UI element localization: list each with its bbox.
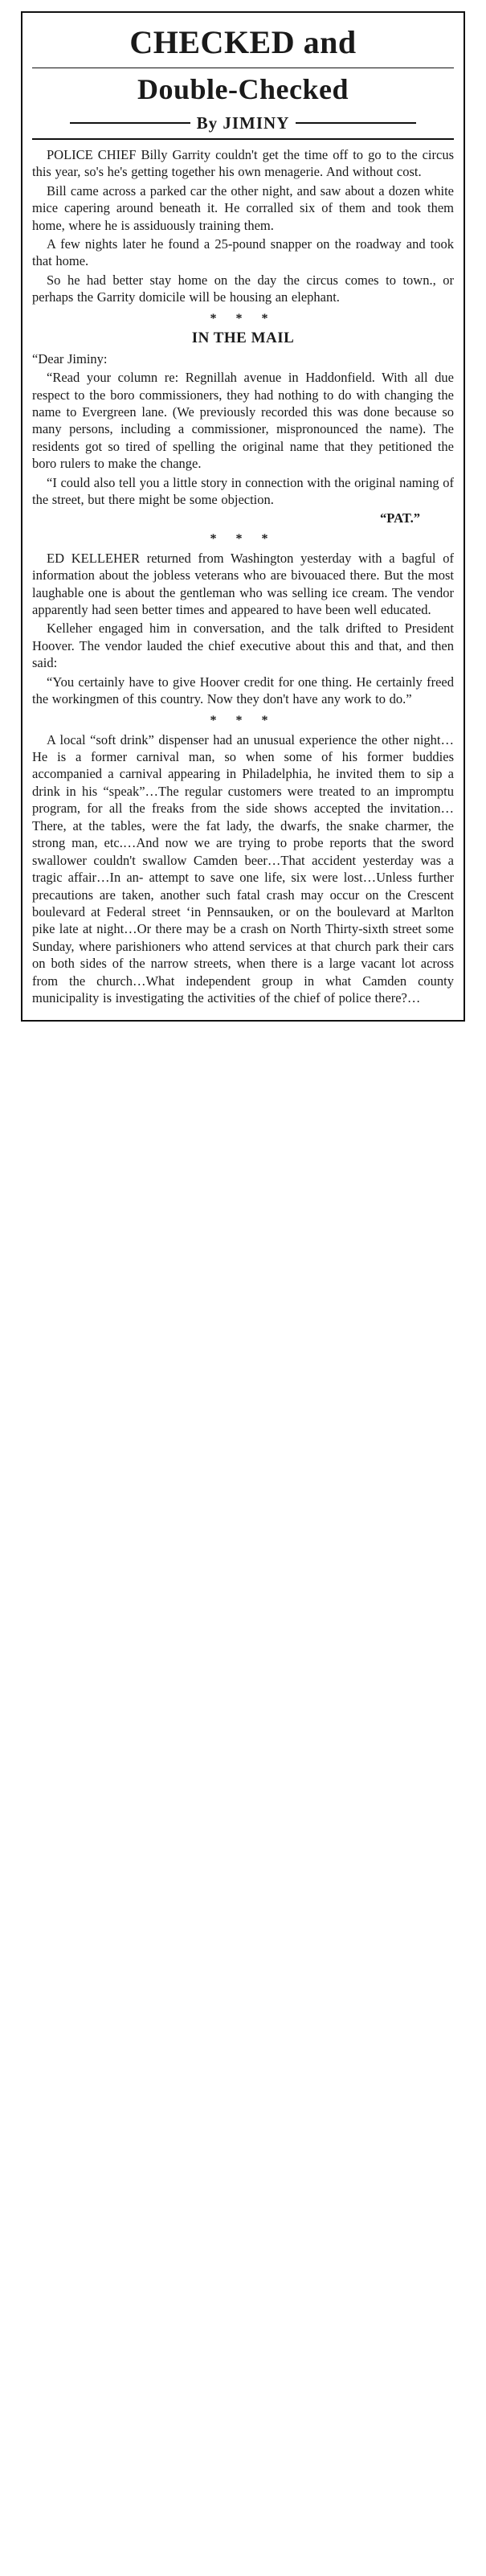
paragraph-1: POLICE CHIEF Billy Garrity couldn't get the time off to go to the circus this year, so's he's getting together his own menagerie. And without cost. [32, 146, 454, 180]
letter-signature: “PAT.” [380, 510, 420, 526]
paragraph-5: “Dear Jiminy: [32, 350, 108, 367]
paragraph-10: “You certainly have to give Hoover credit for one thing. He certainly freed the workingmen of this country. Now they don't have any work to do.” [32, 674, 454, 707]
section-heading-in-the-mail: IN THE MAIL [191, 329, 295, 346]
paragraph-4: So he had better stay home on the day the circus comes to town., or perhaps the Garrity domicile will be housing an elephant. [32, 272, 454, 305]
headline-line-2: Double-Checked [137, 73, 349, 105]
paragraph-6: “Read your column re: Regnillah avenue in Haddonfield. With all due respect to the boro commissioners, they had nothing to do with changing the name to Evergreen lane. (We previously recorded this was done because so many persons, including a commissioner, mispronounced the name). The residents got so tired of spelling the original name that they petitioned the boro rulers to make the change. [32, 370, 454, 472]
byline-divider [32, 138, 454, 140]
byline-rule-left [70, 122, 190, 124]
byline-row [32, 112, 454, 138]
paragraph-3: A few nights later he found a 25-pound snapper on the roadway and took that home. [32, 235, 454, 269]
paragraph-8: ED KELLEHER returned from Washington yesterday with a bagful of information about the jobless veterans who are bivouaced there. But the most laughable one is about the gentleman who was selling ice cream. The vendor apparently had seen better times and appeared to have been well educated. [32, 550, 454, 617]
column-inner [22, 13, 464, 1020]
headline-line-1: CHECKED and [129, 24, 357, 60]
paragraph-9: Kelleher engaged him in conversation, and the talk drifted to President Hoover. The vendor lauded the chief executive about this and that, and then said: [32, 620, 454, 671]
section-separator-1: * * * [210, 311, 276, 326]
paragraph-2: Bill came across a parked car the other night, and saw about a dozen white mice capering around beneath it. He corralled six of them and took them home, where he is assiduously training them. [32, 182, 454, 233]
section-separator-3: * * * [210, 713, 276, 727]
paragraph-7: “I could also tell you a little story in connection with the original naming of the street, but there might be some objection. [32, 474, 454, 508]
byline: By JIMINY [196, 113, 290, 133]
paragraph-11: A local “soft drink” dispenser had an unusual experience the other night…He is a former carnival man, so when some of his former buddies accompanied a carnival appearing in Philadelphia, he invited them to sip a drink in his “speak”…The regular customers were treated to an impromptu program, for all the freaks from the side shows accepted the invitation…There, at the tables, were the fat lady, the dwarfs, the snake charmer, the strong man, etc.…And now we are trying to probe reports that the sword swallower couldn't swallow Camden beer…That accident yesterday was a tragic affair…In an- attempt to save one life, six were lost…Unless further precautions are taken, another such fatal crash may occur on the Crescent boulevard at Federal street ‘in Pennsauken, or on the boulevard at Marlton pike late at night…Or there may be a crash on North Thirty-sixth street some Sunday, where parishioners who attend services at that church park their cars on both sides of the narrow streets, when there is a large vacant lot across from the church…What independent group in what Camden county municipality is investigating the activities of the chief of police there?… [32, 731, 454, 1006]
section-separator-2: * * * [210, 531, 276, 546]
column-article [21, 11, 465, 1022]
byline-rule-right [296, 122, 416, 124]
